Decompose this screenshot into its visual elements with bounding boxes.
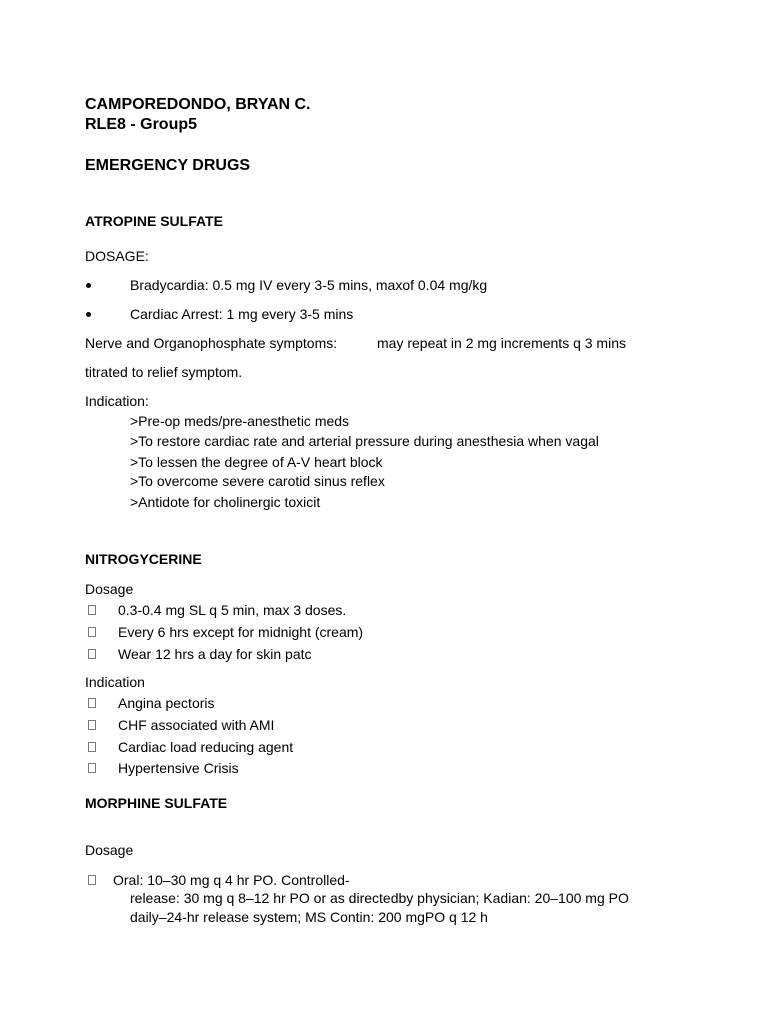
atropine-indication-item: >To overcome severe carotid sinus reflex	[130, 473, 385, 489]
atropine-indication-item: >Pre-op meds/pre-anesthetic meds	[130, 413, 350, 429]
group-label: RLE8 - Group5	[85, 116, 198, 133]
box-bullet-icon	[88, 720, 96, 730]
atropine-dosage-item: Cardiac Arrest: 1 mg every 3-5 mins	[130, 306, 354, 322]
atropine-nerve-text-cont: titrated to relief symptom.	[85, 364, 243, 380]
nitro-indication-item: Hypertensive Crisis	[118, 760, 239, 776]
morphine-oral-line: release: 30 mg q 8–12 hr PO or as directedby physician; Kadian: 20–100 mg PO	[130, 890, 629, 906]
nitro-indication-label: Indication	[85, 674, 145, 690]
box-bullet-icon	[88, 698, 96, 708]
nitro-dosage-item: Wear 12 hrs a day for skin patc	[118, 646, 312, 662]
box-bullet-icon	[88, 627, 96, 637]
morphine-oral-line: daily–24-hr release system; MS Contin: 200 mgPO q 12 h	[130, 909, 488, 925]
nitro-dosage-item: Every 6 hrs except for midnight (cream)	[118, 624, 364, 640]
document-title: EMERGENCY DRUGS	[85, 157, 251, 174]
atropine-heading: ATROPINE SULFATE	[85, 213, 223, 229]
nitro-indication-item: Cardiac load reducing agent	[118, 739, 294, 755]
atropine-indication-item: >Antidote for cholinergic toxicit	[130, 494, 321, 510]
bullet-dot-icon	[86, 283, 91, 288]
nitro-indication-item: CHF associated with AMI	[118, 717, 275, 733]
nitro-dosage-label: Dosage	[85, 581, 134, 597]
box-bullet-icon	[88, 742, 96, 752]
nitro-indication-item: Angina pectoris	[118, 695, 215, 711]
nitro-heading: NITROGYCERINE	[85, 551, 202, 567]
atropine-indication-item: >To lessen the degree of A-V heart block	[130, 454, 383, 470]
morphine-dosage-label: Dosage	[85, 842, 134, 858]
atropine-indication-label: Indication:	[85, 393, 149, 409]
nitro-dosage-item: 0.3-0.4 mg SL q 5 min, max 3 doses.	[118, 602, 347, 618]
box-bullet-icon	[88, 605, 96, 615]
atropine-dosage-label: DOSAGE:	[85, 248, 149, 264]
atropine-nerve-label: Nerve and Organophosphate symptoms:	[85, 335, 338, 351]
atropine-indication-item: >To restore cardiac rate and arterial pressure during anesthesia when vagal	[130, 433, 599, 449]
author-name: CAMPOREDONDO, BRYAN C.	[85, 96, 311, 113]
box-bullet-icon	[88, 875, 96, 885]
box-bullet-icon	[88, 763, 96, 773]
box-bullet-icon	[88, 649, 96, 659]
morphine-oral-line: Oral: 10–30 mg q 4 hr PO. Controlled-	[113, 872, 350, 888]
bullet-dot-icon	[86, 312, 91, 317]
atropine-nerve-text: may repeat in 2 mg increments q 3 mins	[377, 335, 626, 351]
morphine-heading: MORPHINE SULFATE	[85, 795, 228, 811]
atropine-dosage-item: Bradycardia: 0.5 mg IV every 3-5 mins, maxof 0.04 mg/kg	[130, 277, 488, 293]
